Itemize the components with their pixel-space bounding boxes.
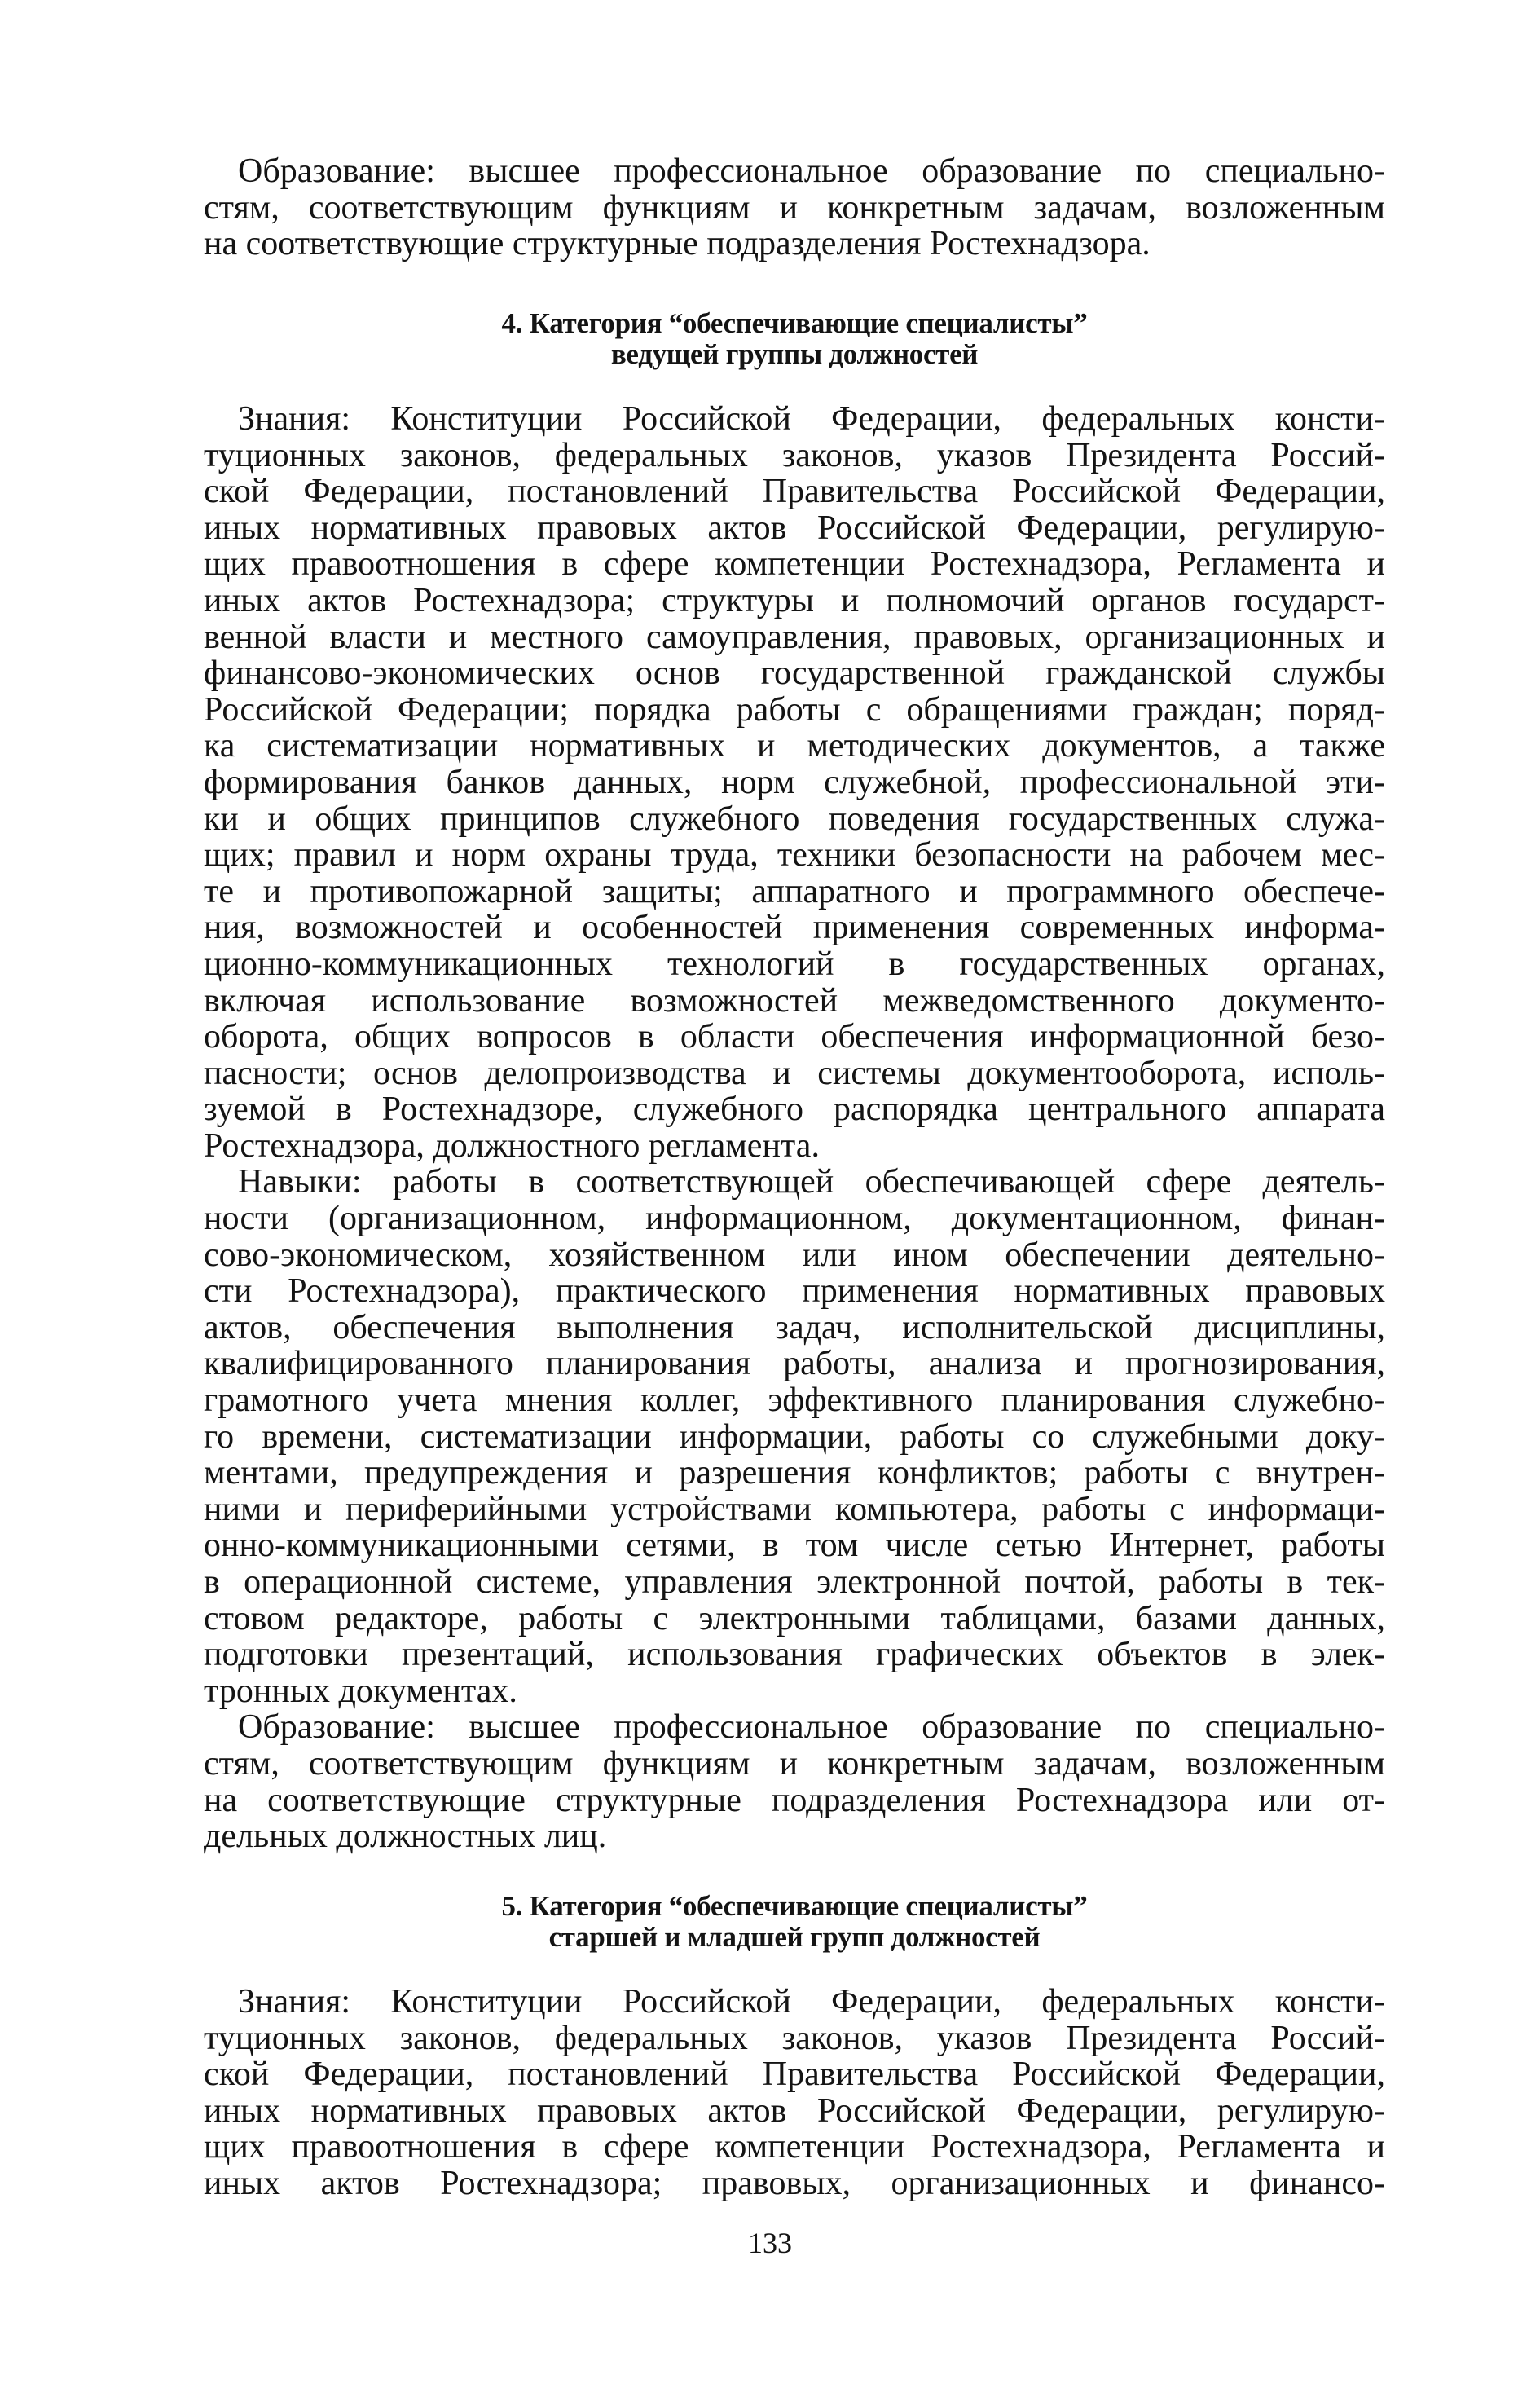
section-5-body	[204, 1984, 1385, 2202]
text-line: стовом редакторе, работы с электронными таблицами, базами данных,	[204, 1599, 1385, 1637]
text-line: щих правоотношения в сфере компетенции Ростехнадзора, Регламента и	[204, 2128, 1385, 2166]
text-line: включая использование возможностей межведомственного документо-	[204, 981, 1385, 1020]
text-line: онно-коммуникационными сетями, в том числе сетью Интернет, работы	[204, 1527, 1385, 1565]
text-line: венной власти и местного самоуправления, правовых, организационных и	[204, 618, 1385, 656]
text-line: Навыки: работы в соответствующей обеспечивающей сфере деятель-	[238, 1163, 1385, 1201]
text-line: щих правоотношения в сфере компетенции Ростехнадзора, Регламента и	[204, 545, 1385, 584]
text-line: в операционной системе, управления электронной почтой, работы в тек-	[204, 1563, 1385, 1601]
text-line: туционных законов, федеральных законов, указов Президента Россий-	[204, 436, 1385, 474]
text-line: формирования банков данных, норм служебной, профессиональной эти-	[204, 763, 1385, 801]
text-line: на соответствующие структурные подразделения Ростехнадзора или от-	[204, 1781, 1385, 1819]
text-line: Образование: высшее профессиональное образование по специально-	[238, 152, 1385, 190]
paragraph	[204, 153, 1385, 262]
text-line: ской Федерации, постановлений Правительства Российской Федерации,	[204, 473, 1385, 511]
heading-line: ведущей группы должностей	[610, 338, 979, 370]
section-4-heading	[204, 308, 1385, 370]
text-line: оборота, общих вопросов в области обеспечения информационной безо-	[204, 1018, 1385, 1056]
text-line: подготовки презентаций, использования графических объектов в элек-	[204, 1636, 1385, 1674]
education-paragraph	[204, 1709, 1385, 1854]
text-line: иных актов Ростехнадзора; структуры и полномочий органов государст-	[204, 581, 1385, 619]
text-line: ния, возможностей и особенностей применения современных информа-	[204, 909, 1385, 947]
text-line: ности (организационном, информационном, документационном, финан-	[204, 1200, 1385, 1238]
text-line: Образование: высшее профессиональное образование по специально-	[238, 1708, 1385, 1747]
text-line: ционно-коммуникационных технологий в государственных органах,	[204, 945, 1385, 983]
text-line: пасности; основ делопроизводства и системы документооборота, исполь-	[204, 1054, 1385, 1092]
text-line: на соответствующие структурные подразделения Ростехнадзора.	[204, 225, 1151, 263]
section-4-body	[204, 401, 1385, 1855]
text-line: Ростехнадзора, должностного регламента.	[204, 1126, 820, 1165]
text-line: дельных должностных лиц.	[204, 1818, 607, 1856]
text-line: стям, соответствующим функциям и конкретным задачам, возложенным	[204, 1744, 1385, 1782]
text-line: туционных законов, федеральных законов, указов Президента Россий-	[204, 2019, 1385, 2057]
page-number: 133	[748, 2227, 792, 2259]
heading-line: 4. Категория “обеспечивающие специалисты”	[501, 307, 1088, 339]
text-line: сово-экономическом, хозяйственном или ином обеспечении деятельно-	[204, 1236, 1385, 1274]
text-line: Знания: Конституции Российской Федерации, федеральных консти-	[238, 1983, 1385, 2020]
text-line: ментами, предупреждения и разрешения конфликтов; работы с внутрен-	[204, 1454, 1385, 1492]
text-line: Знания: Конституции Российской Федерации, федеральных консти-	[238, 400, 1385, 438]
text-line: тронных документах.	[204, 1672, 517, 1710]
knowledge-paragraph	[204, 1984, 1385, 2202]
section-5-heading	[204, 1891, 1385, 1953]
text-line: иных актов Ростехнадзора; правовых, организационных и финансо-	[204, 2164, 1385, 2202]
text-line: актов, обеспечения выполнения задач, исполнительской дисциплины,	[204, 1308, 1385, 1346]
heading-line: старшей и младшей групп должностей	[548, 1921, 1041, 1953]
text-line: финансово-экономических основ государственной гражданской службы	[204, 654, 1385, 693]
education-paragraph-top	[204, 153, 1385, 262]
text-line: ской Федерации, постановлений Правительства Российской Федерации,	[204, 2056, 1385, 2094]
text-line: зуемой в Ростехнадзоре, служебного распорядка центрального аппарата	[204, 1091, 1385, 1129]
skills-paragraph	[204, 1164, 1385, 1709]
text-line: ними и периферийными устройствами компьютера, работы с информаци-	[204, 1490, 1385, 1528]
text-line: ка систематизации нормативных и методических документов, а также	[204, 727, 1385, 765]
heading-line: 5. Категория “обеспечивающие специалисты”	[501, 1890, 1088, 1922]
text-line: стям, соответствующим функциям и конкретным задачам, возложенным	[204, 188, 1385, 227]
text-line: иных нормативных правовых актов Российской Федерации, регулирую-	[204, 2091, 1385, 2130]
text-line: те и противопожарной защиты; аппаратного и программного обеспече-	[204, 872, 1385, 910]
text-line: сти Ростехнадзора), практического применения нормативных правовых	[204, 1272, 1385, 1311]
text-line: Российской Федерации; порядка работы с обращениями граждан; поряд-	[204, 690, 1385, 729]
text-line: го времени, систематизации информации, работы со служебными доку-	[204, 1417, 1385, 1456]
text-line: иных нормативных правовых актов Российской Федерации, регулирую-	[204, 509, 1385, 547]
text-line: щих; правил и норм охраны труда, техники безопасности на рабочем мес-	[204, 836, 1385, 875]
text-line: квалифицированного планирования работы, анализа и прогнозирования,	[204, 1345, 1385, 1383]
text-line: грамотного учета мнения коллег, эффективного планирования служебно-	[204, 1381, 1385, 1420]
text-line: ки и общих принципов служебного поведения государственных служа-	[204, 800, 1385, 838]
knowledge-paragraph	[204, 401, 1385, 1164]
